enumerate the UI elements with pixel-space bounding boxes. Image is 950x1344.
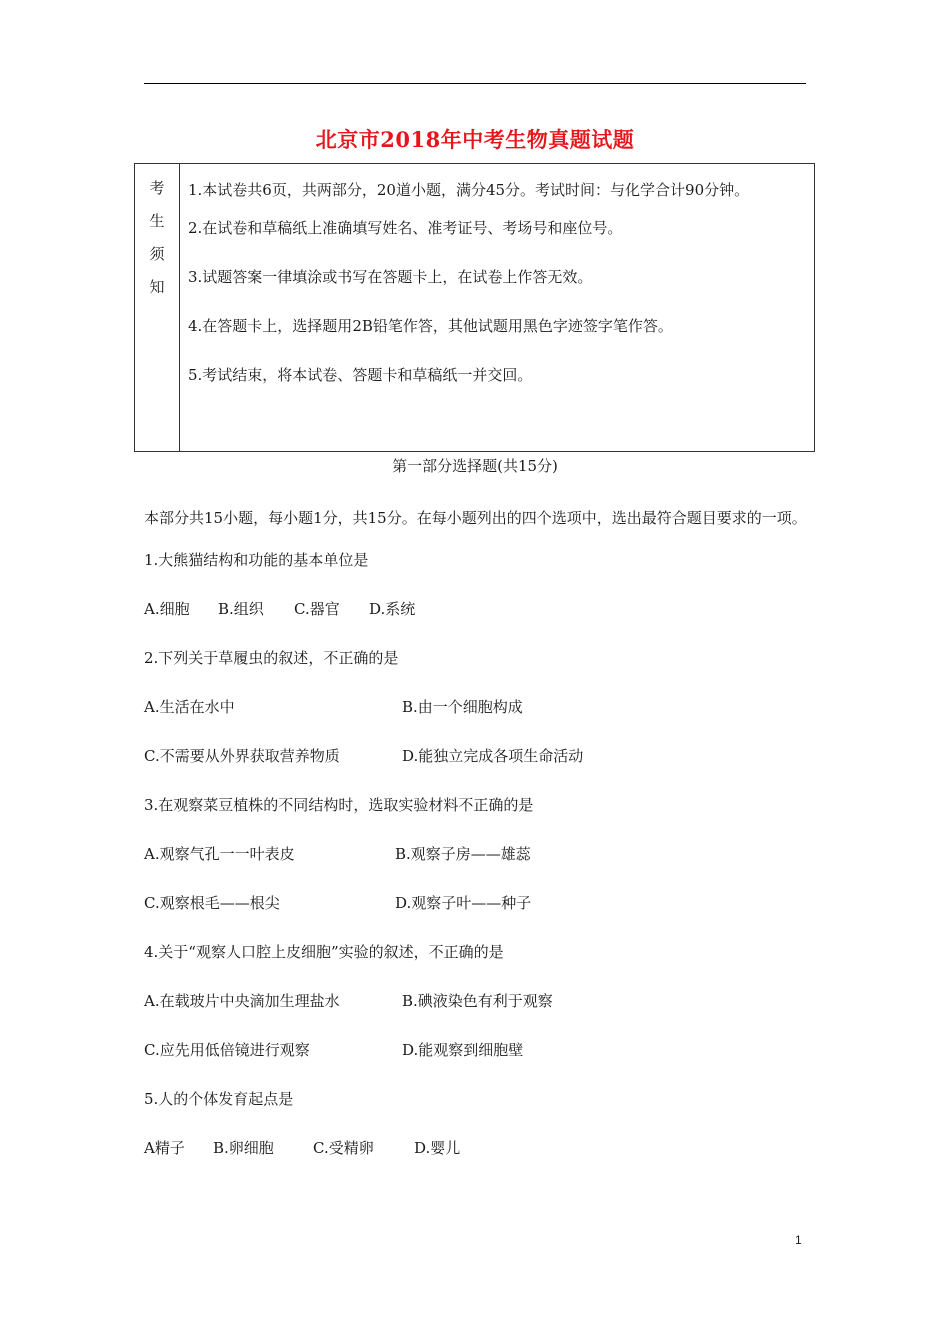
notice-label-char: 知: [149, 278, 165, 296]
question-text: 5.人的个体发育起点是: [144, 1090, 294, 1108]
option-row: [144, 830, 812, 879]
option-row: [144, 732, 812, 781]
option: D.能观察到细胞壁: [402, 1041, 524, 1059]
page-number: 1: [795, 1233, 802, 1247]
notice-item: 3.试题答案一律填涂或书写在答题卡上，在试卷上作答无效。: [188, 268, 593, 286]
notice-label-char: 须: [149, 245, 165, 263]
option: D.系统: [369, 600, 416, 618]
notice-item: 4.在答题卡上，选择题用2B铅笔作答，其他试题用黑色字迹签字笔作答。: [188, 317, 673, 335]
option-row: [144, 683, 812, 732]
option: C.不需要从外界获取营养物质: [144, 747, 340, 765]
option: A.生活在水中: [144, 698, 235, 716]
option: B.由一个细胞构成: [402, 698, 523, 716]
notice-item: 2.在试卷和草稿纸上准确填写姓名、准考证号、考场号和座位号。: [188, 219, 623, 237]
question-text: 4.关于“观察人口腔上皮细胞”实验的叙述，不正确的是: [144, 943, 504, 961]
option-row: [144, 1124, 812, 1173]
option-row: [144, 585, 812, 634]
option: B.碘液染色有利于观察: [402, 992, 553, 1010]
section-heading: 第一部分选择题(共15分): [392, 457, 558, 475]
section-instructions: 本部分共15小题，每小题1分，共15分。在每小题列出的四个选项中，选出最符合题目要求的一项。: [144, 509, 807, 527]
question-text: 2.下列关于草履虫的叙述，不正确的是: [144, 649, 399, 667]
notice-body: [180, 164, 814, 451]
question-stem: [144, 634, 812, 683]
notice-label-char: 生: [149, 212, 165, 230]
question-text: 3.在观察菜豆植株的不同结构时，选取实验材料不正确的是: [144, 796, 534, 814]
option: B.卵细胞: [213, 1139, 274, 1157]
option: D.观察子叶——种子: [395, 894, 532, 912]
option: A.细胞: [144, 600, 190, 618]
option-row: [144, 1026, 812, 1075]
option: C.观察根毛——根尖: [144, 894, 280, 912]
page-title: 北京市2018年中考生物真题试题: [315, 127, 635, 152]
question-list: [144, 500, 812, 1173]
notice-item: 1.本试卷共6页，共两部分，20道小题，满分45分。考试时间：与化学合计90分钟。: [188, 181, 750, 199]
option: C.受精卵: [313, 1139, 374, 1157]
header-rule: [144, 83, 806, 84]
notice-item: 5.考试结束，将本试卷、答题卡和草稿纸一并交回。: [188, 366, 533, 384]
question-text: 1.大熊猫结构和功能的基本单位是: [144, 551, 369, 569]
notice-label-char: 考: [149, 179, 165, 197]
question-stem: [144, 928, 812, 977]
option: C.应先用低倍镜进行观察: [144, 1041, 310, 1059]
option: C.器官: [294, 600, 340, 618]
option: A.在载玻片中央滴加生理盐水: [144, 992, 340, 1010]
question-stem: [144, 536, 812, 585]
option: D.婴儿: [414, 1139, 461, 1157]
question-stem: [144, 1075, 812, 1124]
option: B.观察子房——雄蕊: [395, 845, 531, 863]
question-stem: [144, 781, 812, 830]
option: B.组织: [218, 600, 264, 618]
option: A.观察气孔一一叶表皮: [144, 845, 295, 863]
notice-label: [135, 164, 180, 451]
option: D.能独立完成各项生命活动: [402, 747, 584, 765]
option-row: [144, 879, 812, 928]
notice-box: [134, 163, 815, 452]
option-row: [144, 977, 812, 1026]
option: A精子: [144, 1139, 185, 1157]
